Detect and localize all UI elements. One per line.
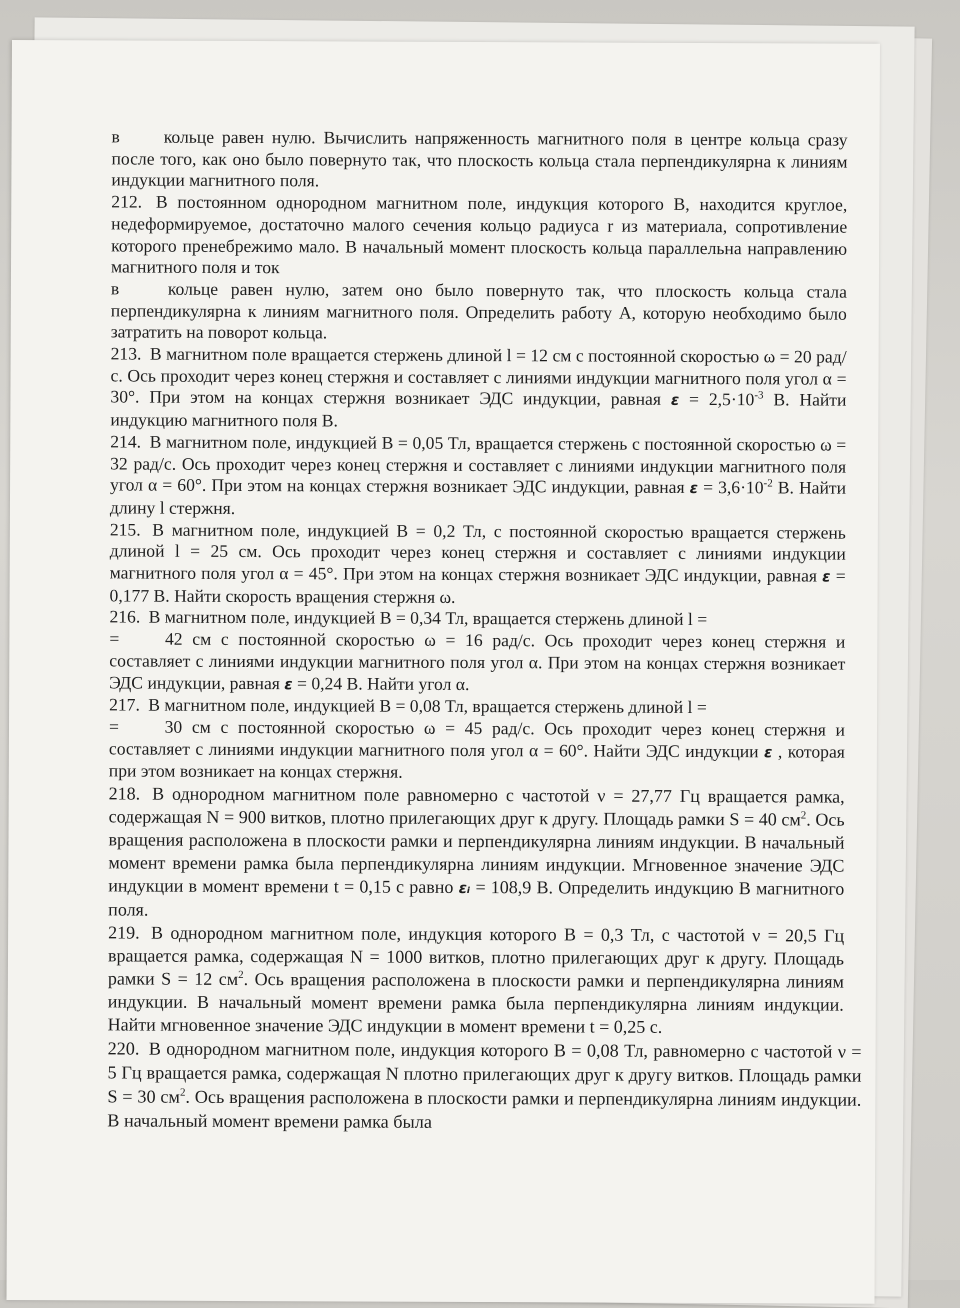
emf-exponent: -2 — [763, 477, 773, 490]
problem-text: В однородном магнитном поле, индукция которого B = 0,3 Тл, с частотой ν = 20,5 Гц вращается рамка, содержащая N = 1000 витков, плотно прилегающих друг к другу. Площадь рамки S = 12 см — [107, 922, 845, 990]
fragment-lead: в — [111, 126, 120, 147]
problem-number: 213. — [110, 343, 142, 364]
problem-text: В магнитном поле, индукцией B = 0,05 Тл, вращается стержень с постоянной скоростью ω = 32 рад/с. Ось проходит через конец стержня и составляет с линиями индукции магнитного поля угол α = 60°. При этом на концах стержня возникает ЭДС индукции, равная — [110, 431, 847, 498]
problem-text-continued: кольце равен нулю, затем оно было повернуто так, что плоскость кольца стала перпендикулярна к линиям магнитного поля. Определить работу A, которую необходимо было затратить на поворот кольца. — [110, 278, 847, 343]
problem-question: = 0,24 В. Найти угол α. — [296, 672, 470, 694]
problem-number: 220. — [107, 1038, 140, 1059]
problem-text-continued: 30 см с постоянной скоростью ω = 45 рад/с. Ось проходит через конец стержня и составляет с линиями индукции магнитного поля угол α = 60°. Найти ЭДС индукции — [108, 716, 846, 761]
page-text — [107, 126, 862, 1135]
printed-page — [7, 40, 880, 1304]
problem-212 — [111, 192, 848, 347]
problem-fragment — [111, 126, 847, 194]
problem-text-continued: 42 см с постоянной скоростью ω = 16 рад/с. Ось проходит через конец стержня и составляет с линиями индукции магнитного поля угол α. При этом на концах стержня возникает ЭДС индукции, равная — [109, 628, 846, 693]
problem-217 — [109, 695, 845, 786]
problem-number: 218. — [108, 783, 141, 804]
problem-text-continued: . Ось вращения расположена в плоскости рамки и перпендикулярна линиям индукции. В начальный момент времени рамка была перпендикулярна линиям индукции. Найти мгновенное значение ЭДС индукции в момент времени t = 0,25 с. — [107, 969, 844, 1037]
problem-number: 216. — [109, 606, 141, 628]
problem-lead: = — [108, 716, 119, 737]
problem-214 — [110, 431, 846, 522]
problem-question: В. Найти индукцию магнитного поля B. — [110, 389, 847, 431]
problem-question: = 0,177 В. Найти скорость вращения стержня ω. — [109, 565, 846, 607]
emf-symbol: εᵢ — [458, 879, 471, 898]
problem-question: В. Найти длину l стержня. — [109, 477, 847, 518]
unit-exponent: 2 — [179, 1086, 186, 1099]
problem-text: В постоянном однородном магнитном поле, индукция которого B, находится круглое, недеформируемое, достаточно малого сечения кольцо радиуса r из материала, сопротивление которого пренебрежимо мало. В начальный момент плоскость кольца параллельна направлению магнитного поля и ток — [110, 191, 848, 278]
problem-number: 214. — [110, 431, 142, 452]
problem-text: В однородном магнитном поле, индукция которого B = 0,08 Тл, равномерно с частотой ν = 5 Гц вращается рамка, содержащая N плотно прилегающих друг к другу витков. Площадь рамки S = 30 см — [107, 1038, 862, 1107]
problem-text: В магнитном поле, индукцией B = 0,34 Тл, вращается стержень длиной l = — [148, 607, 708, 630]
problem-text: В однородном магнитном поле равномерно с частотой ν = 27,77 Гц вращается рамка, содержащая N = 900 витков, плотно прилегающих друг к другу. Площадь рамки S = 40 см — [108, 783, 845, 830]
emf-symbol: ε — [284, 674, 293, 693]
problem-text-continued: . Ось вращения расположена в плоскости рамки и перпендикулярна линиям индукции. В начальный момент времени рамка была перпендикулярна линиям индукции. Мгновенное значение ЭДС индукции в момент времени t = 0,15 с равно — [108, 809, 845, 898]
problem-question: , которая при этом возникает на концах стержня. — [108, 741, 845, 783]
problem-text: В магнитном поле вращается стержень длиной l = 12 см с постоянной скоростью ω = 20 рад/с. Ось проходит через конец стержня и составляет с линиями индукции магнитного поля угол α = 30°. При этом на концах стержня возникает ЭДС индукции, равная — [110, 343, 847, 410]
problem-text: В магнитном поле, индукцией B = 0,08 Тл, вращается стержень длиной l = — [148, 694, 707, 718]
problem-number: 215. — [109, 519, 141, 540]
emf-symbol: ε — [670, 391, 680, 410]
problem-text-continued: . Ось вращения расположена в плоскости рамки и перпендикулярна линиям индукции. В начальный момент времени рамка была — [107, 1086, 862, 1132]
problem-text: В магнитном поле, индукцией B = 0,2 Тл, с постоянной скоростью вращается стержень длиной l = 25 см. Ось проходит через конец стержня и составляет с линиями индукции магнитного поля угол α = 45°. При этом на концах стержня возникает ЭДС индукции, равная — [109, 519, 846, 586]
emf-symbol: ε — [822, 567, 831, 586]
problem-220 — [107, 1037, 861, 1136]
problem-number: 212. — [111, 191, 143, 212]
emf-value: = 2,5·10 — [689, 389, 755, 410]
unit-exponent: 2 — [238, 969, 244, 982]
problem-218 — [108, 783, 845, 925]
emf-symbol: ε — [689, 479, 699, 498]
problem-219 — [108, 922, 844, 1040]
emf-value: = 3,6·10 — [703, 477, 764, 498]
problem-215 — [110, 519, 846, 610]
fragment-text: кольце равен нулю. Вычислить напряженность магнитного поля в центре кольца сразу после того, как оно было повернуто так, что плоскость кольца стала перпендикулярна к линиям индукции магнитного поля. — [111, 126, 848, 191]
problem-question: = 108,9 В. Определить индукцию B магнитного поля. — [108, 877, 845, 920]
problem-number: 219. — [108, 922, 140, 943]
unit-exponent: 2 — [800, 809, 807, 822]
problem-216 — [109, 607, 845, 698]
problem-213 — [110, 343, 846, 434]
problem-number: 217. — [109, 694, 140, 715]
problem-lead: в — [110, 278, 120, 299]
problem-lead: = — [109, 628, 120, 649]
emf-exponent: -3 — [754, 389, 764, 402]
emf-symbol: ε — [764, 742, 773, 762]
